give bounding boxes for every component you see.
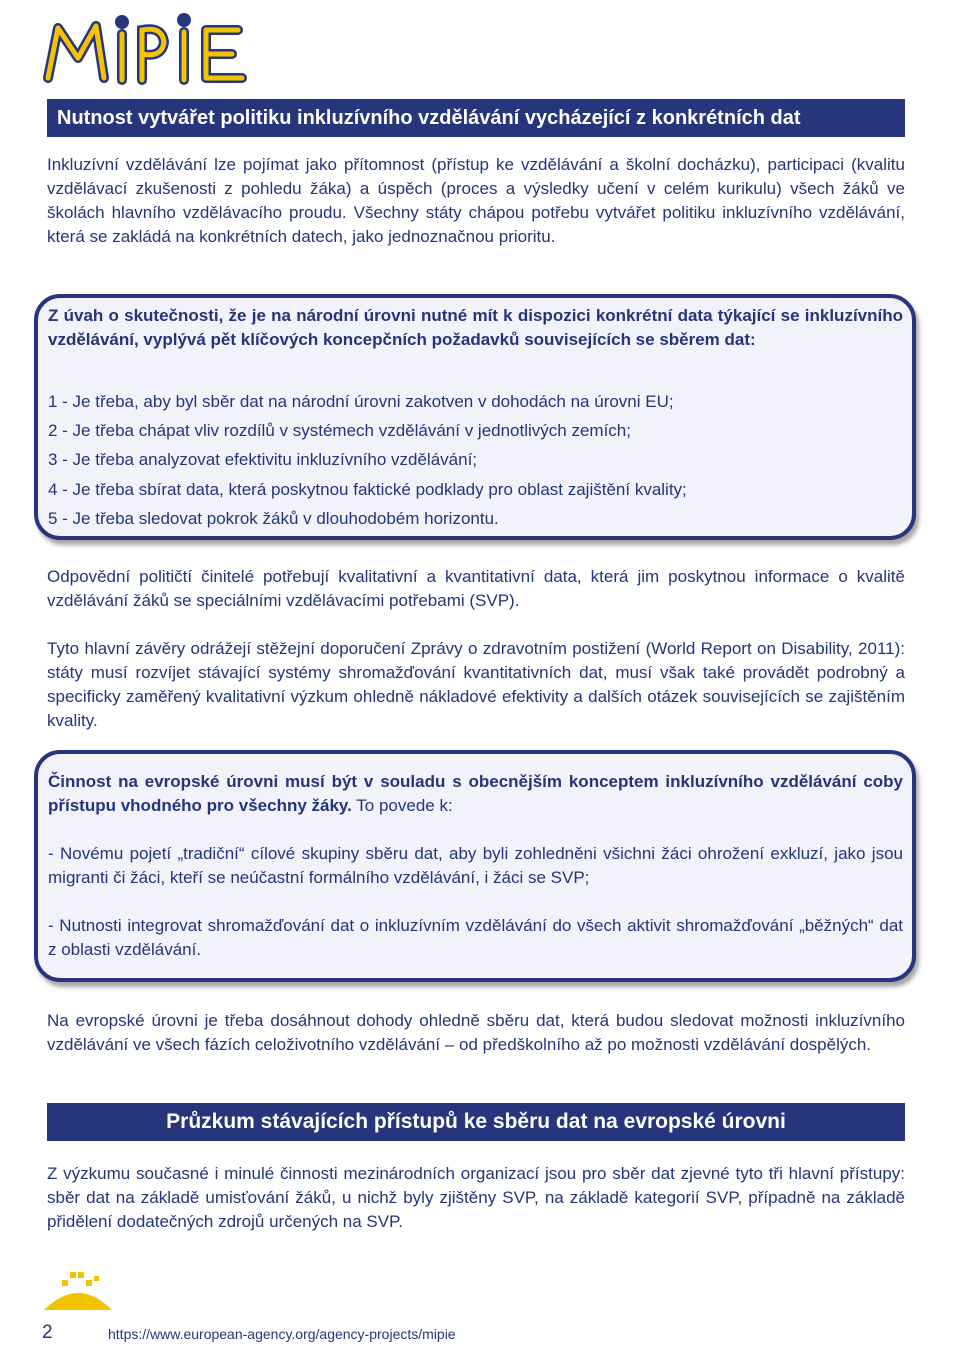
requirement-item: 5 - Je třeba sledovat pokrok žáků v dlouhodobém horizontu. — [48, 509, 499, 528]
requirement-item: 1 - Je třeba, aby byl sběr dat na národní úrovni zakotven v dohodách na úrovni EU; — [48, 392, 674, 411]
european-level-box — [34, 750, 916, 982]
box-heading-bold: Činnost na evropské úrovni musí být v souladu s obecnějším konceptem inkluzívního vzdělávání coby přístupu vhodného pro všechny žáky. — [48, 772, 903, 815]
paragraph: Na evropské úrovni je třeba dosáhnout dohody ohledně sběru dat, která budou sledovat možnosti inkluzívního vzdělávání ve všech fázích celoživotního vzdělávání – od předškolního až po možnosti vzdělávání dospělých. — [47, 1011, 905, 1054]
requirement-item: 3 - Je třeba analyzovat efektivitu inkluzívního vzdělávání; — [48, 450, 478, 469]
requirements-heading: Z úvah o skutečnosti, že je na národní úrovni nutné mít k dispozici konkrétní data týkající se inkluzívního vzdělávání, vyplývá pět klíčových koncepčních požadavků souvisejících se sběrem dat: — [48, 306, 903, 349]
section-heading: Nutnost vytvářet politiku inkluzívního vzdělávání vycházející z konkrétních dat — [57, 106, 801, 129]
section-heading-banner — [47, 99, 905, 137]
page-number: 2 — [42, 1322, 53, 1343]
mipie-logo — [38, 8, 258, 88]
paragraph: Z výzkumu současné i minulé činnosti mezinárodních organizací jsou pro sběr dat zjevné tyto tři hlavní přístupy: sběr dat na základě umisťování žáků, u nichž byly zjištěny SVP, na základě kategorií SVP, případně na základě přidělení dodatečných zdrojů určených na SVP. — [47, 1164, 905, 1231]
box-item: - Novému pojetí „tradiční“ cílové skupiny sběru dat, aby byli zohledněni všichni žáci ohrožení exkluzí, jako jsou migranti či žáci, kteří se neúčastní formálního vzdělávání, i žáci se SVP; — [48, 844, 903, 887]
requirements-box — [34, 294, 916, 540]
box-heading — [48, 770, 903, 818]
box-item: - Nutnosti integrovat shromažďování dat o inkluzívním vzdělávání do všech aktivit shromažďování „běžných“ dat z oblasti vzdělávání. — [48, 916, 903, 959]
intro-paragraph: Inkluzívní vzdělávání lze pojímat jako přítomnost (přístup ke vzdělávání a školní docházku), participaci (kvalitu vzdělávací zkušenosti z pohledu žáka) a úspěch (proces a výsledky učení v celém kurikulu) všech žáků ve školách hlavního vzdělávacího proudu. Všechny státy chápou potřebu vytvářet politiku inkluzívního vzdělávání, která se zakládá na konkrétních datech, jako jednoznačnou prioritu. — [47, 155, 905, 246]
footer-url-link[interactable]: https://www.european-agency.org/agency-projects/mipie — [108, 1326, 456, 1342]
paragraph: Tyto hlavní závěry odrážejí stěžejní doporučení Zprávy o zdravotním postižení (World Report on Disability, 2011): státy musí rozvíjet stávající systémy shromažďování kvantitativních dat, musí však také provádět podrobný a specificky zaměřený kvalitativní výzkum ohledně nákladové efektivity a dalších otázek souvisejících se zajištěním kvality. — [47, 639, 905, 730]
section-heading-banner — [47, 1103, 905, 1141]
footer-decoration-icon — [40, 1270, 120, 1319]
section-heading: Průzkum stávajících přístupů ke sběru dat na evropské úrovni — [166, 1110, 786, 1133]
box-heading-rest: To povede k: — [351, 796, 453, 815]
requirement-item: 2 - Je třeba chápat vliv rozdílů v systémech vzdělávání v jednotlivých zemích; — [48, 421, 631, 440]
requirement-item: 4 - Je třeba sbírat data, která poskytnou faktické podklady pro oblast zajištění kvality; — [48, 480, 687, 499]
paragraph: Odpovědní političtí činitelé potřebují kvalitativní a kvantitativní data, která jim poskytnou informace o kvalitě vzdělávání žáků se speciálními vzdělávacími potřebami (SVP). — [47, 567, 905, 610]
